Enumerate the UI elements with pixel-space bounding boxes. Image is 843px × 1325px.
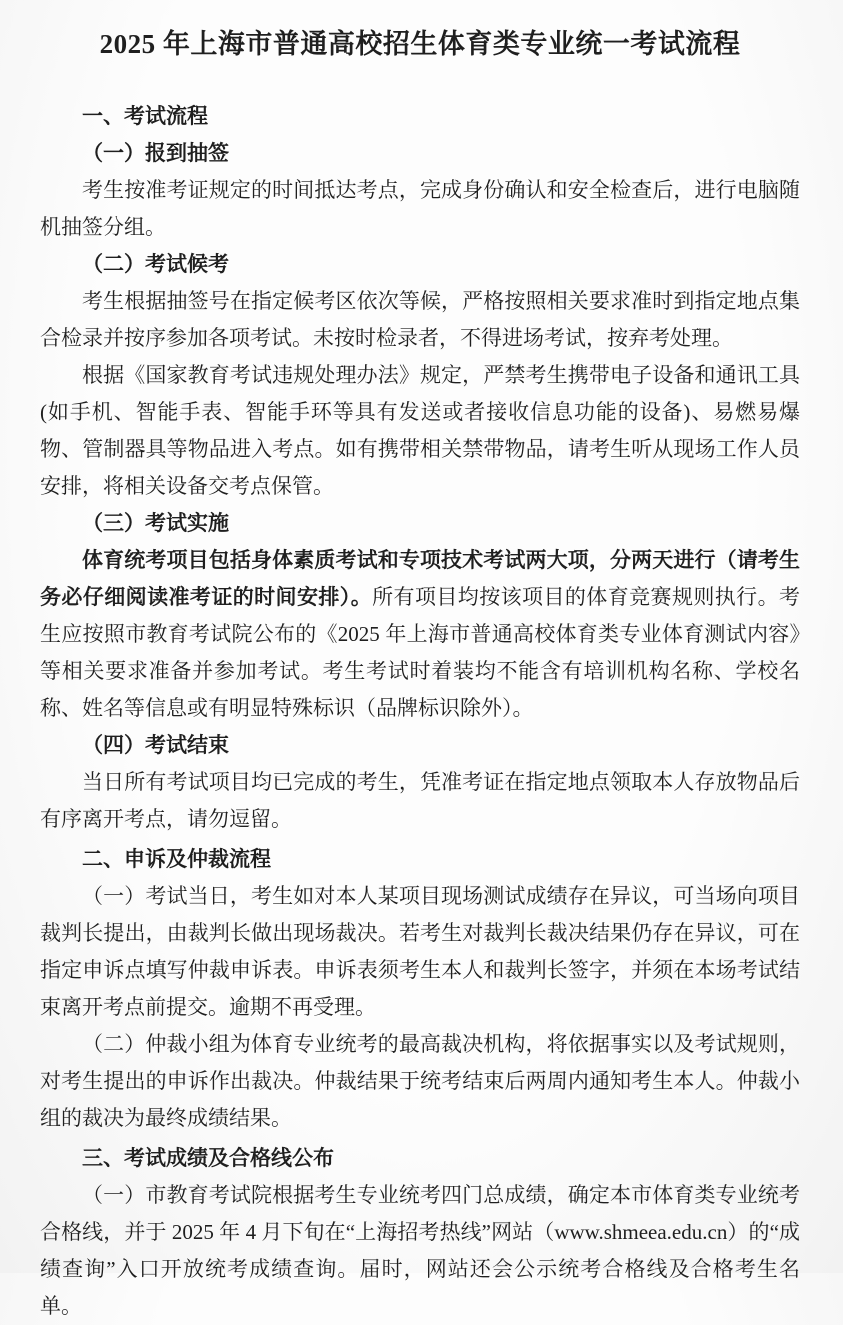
paragraph-bold-lead: 体育统考项目包括身体素质考试和专项技术考试两大项，分两天进行（请考生务必仔细阅读准考证的时间安排）。 — [40, 549, 800, 609]
section-heading-appeal-arbitration: 二、申诉及仲裁流程 — [82, 848, 271, 871]
paragraph-exam-implementation — [40, 542, 800, 727]
paragraph-arbitration-group: （二）仲裁小组为体育专业统考的最高裁决机构，将依据事实以及考试规则，对考生提出的申诉作出裁决。仲裁结果于统考结束后两周内通知考生本人。仲裁小组的裁决为最终成绩结果。 — [40, 1032, 800, 1130]
sub-heading-exam-end: （四）考试结束 — [82, 734, 229, 757]
paragraph-exam-end: 当日所有考试项目均已完成的考生，凭准考证在指定地点领取本人存放物品后有序离开考点，请勿逗留。 — [40, 770, 800, 831]
document-title: 2025 年上海市普通高校招生体育类专业统一考试流程 — [99, 29, 741, 59]
paragraph-checkin-lottery: 考生按准考证规定的时间抵达考点，完成身份确认和安全检查后，进行电脑随机抽签分组。 — [40, 178, 800, 239]
paragraph-rest: 所有项目均按该项目的体育竞赛规则执行。考生应按照市教育考试院公布的《2025 年上海市普通高校体育类专业体育测试内容》等相关要求准备并参加考试。考生考试时着装均不能含有培训机构名称、学校名称、姓名等信息或有明显特殊标识（品牌标识除外）。 — [40, 585, 801, 720]
paragraph-waiting-rules: 考生根据抽签号在指定候考区依次等候，严格按照相关要求准时到指定地点集合检录并按序参加各项考试。未按时检录者，不得进场考试，按弃考处理。 — [40, 289, 800, 350]
sub-heading-exam-waiting: （二）考试候考 — [82, 253, 229, 276]
section-heading-exam-process: 一、考试流程 — [82, 105, 208, 128]
paragraph-prohibited-items: 根据《国家教育考试违规处理办法》规定，严禁考生携带电子设备和通讯工具 (如手机、智能手表、智能手环等具有发送或者接收信息功能的设备)、易燃易爆物、管制器具等物品进入考点。如有携带相关禁带物品，请考生听从现场工作人员安排，将相关设备交考点保管。 — [40, 363, 800, 498]
sub-heading-checkin-lottery: （一）报到抽签 — [82, 142, 229, 165]
paragraph-appeal-procedure: （一）考试当日，考生如对本人某项目现场测试成绩存在异议，可当场向项目裁判长提出，由裁判长做出现场裁决。若考生对裁判长裁决结果仍存在异议，可在指定申诉点填写仲裁申诉表。申诉表须考生本人和裁判长签字，并须在本场考试结束离开考点前提交。逾期不再受理。 — [40, 884, 800, 1019]
paragraph-score-query: （一）市教育考试院根据考生专业统考四门总成绩，确定本市体育类专业统考合格线，并于 2025 年 4 月下旬在“上海招考热线”网站（www.shmeea.edu.cn）的“成绩查询”入口开放统考成绩查询。届时，网站还会公示统考合格线及合格考生名单。 — [40, 1183, 800, 1318]
sub-heading-exam-implementation: （三）考试实施 — [82, 512, 229, 535]
section-heading-score-publication: 三、考试成绩及合格线公布 — [82, 1147, 334, 1170]
